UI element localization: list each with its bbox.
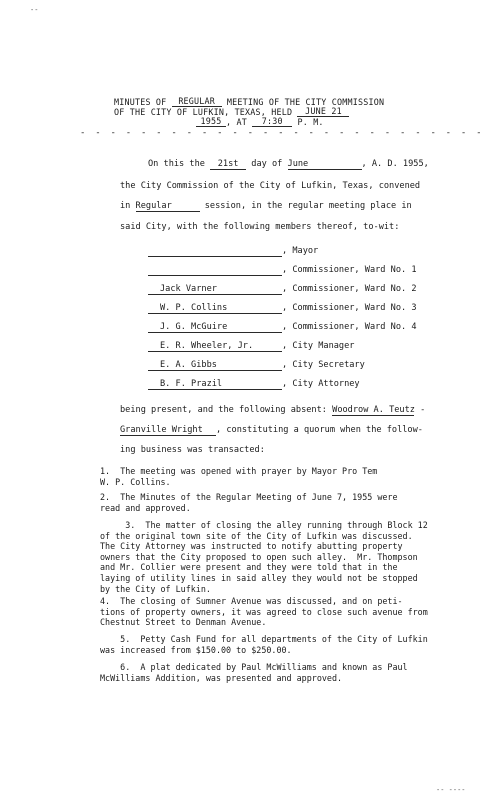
member-name: W. P. Collins bbox=[160, 303, 228, 313]
member-row bbox=[148, 341, 354, 352]
member-name: B. F. Prazil bbox=[160, 379, 223, 389]
member-title: , City Manager bbox=[282, 341, 355, 351]
minutes-item: 3. The matter of closing the alley running through Block 12 of the original town site of the City of Lufkin was discussed. The City Attorney was instructed to notify abutting property owners that the City proposed to open such alley. Mr. Thompson and Mr. Collier were present and they were told that in the laying of utility lines in said alley they would not be stopped by the City of Lufkin. bbox=[100, 520, 428, 594]
member-row bbox=[148, 246, 318, 257]
member-row bbox=[148, 303, 417, 314]
member-title: , Mayor bbox=[282, 246, 319, 256]
member-title: , Commissioner, Ward No. 2 bbox=[282, 284, 417, 294]
member-row bbox=[148, 284, 417, 295]
absent-line-2: Granville Wright , constituting a quorum when the follow- bbox=[120, 425, 423, 435]
member-name: J. G. McGuire bbox=[160, 322, 228, 332]
member-title: , City Attorney bbox=[282, 379, 360, 389]
member-row bbox=[148, 265, 417, 276]
absent-line-1: being present, and the following absent: Woodrow A. Teutz - bbox=[120, 405, 426, 415]
session-type: Regular bbox=[135, 201, 172, 211]
meeting-time: 7:30 bbox=[261, 116, 283, 126]
member-name: E. A. Gibbs bbox=[160, 360, 217, 370]
member-title: , Commissioner, Ward No. 1 bbox=[282, 265, 417, 275]
meeting-year: 1955 bbox=[200, 116, 222, 126]
opening-line-4: said City, with the following members thereof, to-wit: bbox=[120, 222, 400, 232]
member-name: E. R. Wheeler, Jr. bbox=[160, 341, 254, 351]
absent-names-b: Granville Wright bbox=[120, 425, 203, 435]
corner-mark-top: -- bbox=[30, 6, 39, 14]
minutes-item: 5. Petty Cash Fund for all departments of the City of Lufkin was increased from $150.00 to $250.00. bbox=[100, 634, 428, 655]
opening-line-2: the City Commission of the City of Lufkin, Texas, convened bbox=[120, 181, 421, 191]
opening-line-3: in Regular session, in the regular meeting place in bbox=[120, 201, 412, 211]
member-row bbox=[148, 322, 417, 333]
header-line-3: 1955 , AT 7:30 P. M. bbox=[196, 116, 324, 127]
meeting-type: REGULAR bbox=[178, 96, 216, 106]
minutes-item: 1. The meeting was opened with prayer by Mayor Pro Tem W. P. Collins. bbox=[100, 466, 378, 487]
minutes-item: 6. A plat dedicated by Paul McWilliams and known as Paul McWilliams Addition, was presented and approved. bbox=[100, 662, 408, 683]
meeting-day: 21st bbox=[217, 159, 239, 169]
corner-mark-bottom: -- ---- bbox=[436, 786, 466, 794]
minutes-item: 4. The closing of Sumner Avenue was discussed, and on peti- tions of property owners, it was agreed to close such avenue from Chestnut Street to Denman Avenue. bbox=[100, 596, 428, 628]
member-title: , City Secretary bbox=[282, 360, 365, 370]
absent-line-3: ing business was transacted: bbox=[120, 445, 265, 455]
member-row bbox=[148, 379, 360, 390]
meeting-date: JUNE 21 bbox=[305, 106, 342, 116]
member-title: , Commissioner, Ward No. 4 bbox=[282, 322, 417, 332]
minutes-item: 2. The Minutes of the Regular Meeting of June 7, 1955 were read and approved. bbox=[100, 492, 398, 513]
member-title: , Commissioner, Ward No. 3 bbox=[282, 303, 417, 313]
meeting-month: June bbox=[287, 159, 309, 169]
header-line-1: MINUTES OF REGULAR MEETING OF THE CITY COMMISSION bbox=[114, 96, 385, 107]
header-line-2: OF THE CITY OF LUFKIN, TEXAS, HELD JUNE 21 bbox=[114, 106, 349, 117]
member-row bbox=[148, 360, 365, 371]
member-name: Jack Varner bbox=[160, 284, 217, 294]
absent-names-a: Woodrow A. Teutz - bbox=[332, 405, 426, 415]
opening-line-1: On this the 21st day of June , A. D. 1955, bbox=[148, 159, 429, 169]
header-divider: - - - - - - - - - - - - - - - - - - - - - - - - - - - bbox=[80, 128, 484, 138]
